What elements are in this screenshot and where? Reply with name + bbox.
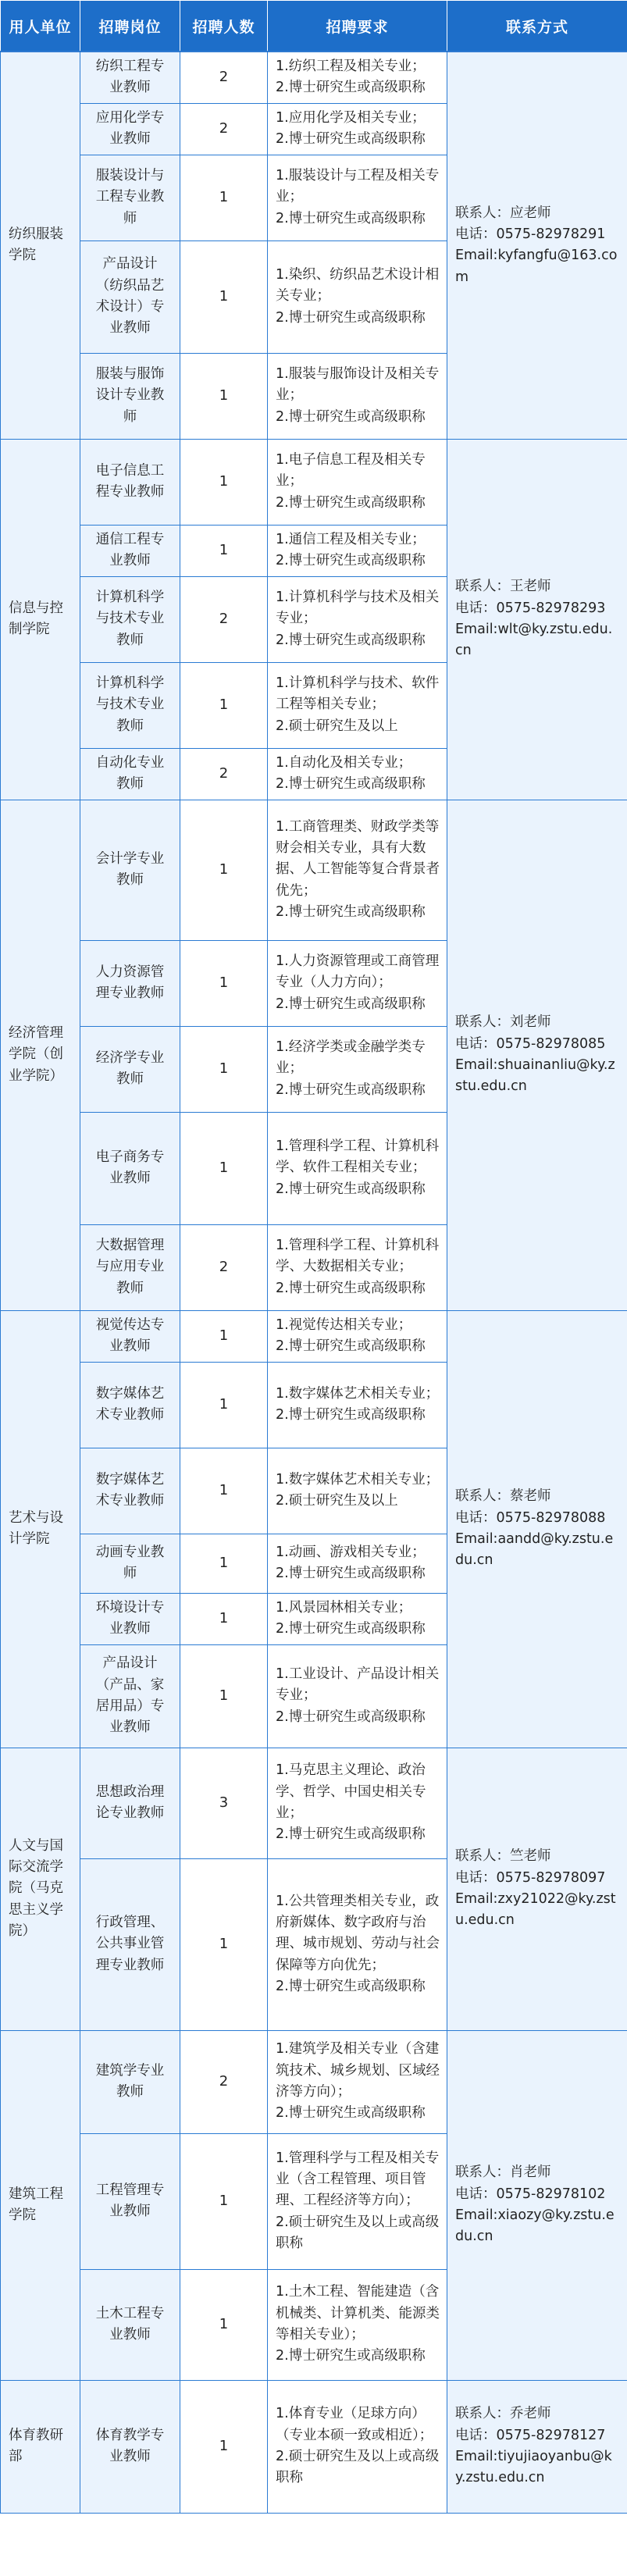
position-title: 动画专业教师 — [80, 1534, 180, 1593]
position-title: 建筑学专业教师 — [80, 2030, 180, 2133]
position-requirements — [268, 1310, 447, 1362]
requirement-line: 1.视觉传达相关专业； — [276, 1317, 412, 1333]
position-title: 计算机科学与技术专业教师 — [80, 662, 180, 748]
position-title: 电子信息工程专业教师 — [80, 439, 180, 525]
position-requirements — [268, 1748, 447, 1858]
requirement-line: 1.数字媒体艺术相关专业； — [276, 1471, 440, 1488]
position-count: 3 — [180, 1748, 268, 1858]
requirement-line: 1.数字媒体艺术相关专业； — [276, 1385, 440, 1402]
position-requirements — [268, 525, 447, 576]
contact-phone: 电话：0575-82978085 — [455, 1035, 606, 1052]
position-requirements — [268, 1448, 447, 1534]
position-requirements — [268, 940, 447, 1026]
requirement-line: 1.计算机科学与技术及相关专业； — [276, 590, 440, 627]
position-requirements — [268, 103, 447, 155]
requirement-line: 1.经济学类或金融学类专业； — [276, 1039, 426, 1077]
requirement-line: 2.博士研究生或高级职称 — [276, 309, 426, 326]
requirement-line: 1.管理科学与工程及相关专业（含工程管理、项目管理、工程经济等方向）； — [276, 2150, 440, 2209]
position-title: 计算机科学与技术专业教师 — [80, 576, 180, 662]
requirement-line: 2.博士研究生或高级职称 — [276, 553, 426, 568]
position-count: 2 — [180, 103, 268, 155]
position-count: 1 — [180, 353, 268, 439]
position-title: 数字媒体艺术专业教师 — [80, 1362, 180, 1448]
requirement-line: 2.博士研究生或高级职称 — [276, 1280, 426, 1296]
requirement-line: 1.服装与服饰设计及相关专业； — [276, 366, 440, 404]
requirement-line: 1.通信工程及相关专业； — [276, 531, 426, 547]
department-name: 人文与国际交流学院（马克思主义学院） — [1, 1748, 80, 2030]
position-title: 视觉传达专业教师 — [80, 1310, 180, 1362]
requirement-line: 2.硕士研究生及以上或高级职称 — [276, 2214, 440, 2251]
requirement-line: 2.博士研究生或高级职称 — [276, 494, 426, 511]
position-count: 1 — [180, 1534, 268, 1593]
contact-email[interactable]: Email:aandd@ky.zstu.edu.cn — [455, 1531, 614, 1569]
department-contact — [447, 439, 627, 800]
table-row — [1, 800, 627, 940]
position-title: 自动化专业教师 — [80, 748, 180, 800]
header-unit: 用人单位 — [1, 1, 80, 52]
position-requirements — [268, 1534, 447, 1593]
table-row — [1, 2380, 627, 2513]
department-name: 纺织服装学院 — [1, 52, 80, 439]
position-title: 土木工程专业教师 — [80, 2269, 180, 2380]
department-name: 信息与控制学院 — [1, 439, 80, 800]
position-requirements — [268, 155, 447, 240]
department-contact — [447, 1310, 627, 1748]
position-title: 经济学专业教师 — [80, 1026, 180, 1112]
position-requirements — [268, 1224, 447, 1310]
requirement-line: 1.应用化学及相关专业； — [276, 109, 426, 126]
header-requirements: 招聘要求 — [268, 1, 447, 52]
contact-phone: 电话：0575-82978291 — [455, 226, 606, 242]
department-name: 艺术与设计学院 — [1, 1310, 80, 1748]
header-position: 招聘岗位 — [80, 1, 180, 52]
position-count: 1 — [180, 240, 268, 353]
position-requirements — [268, 240, 447, 353]
position-title: 体育教学专业教师 — [80, 2380, 180, 2513]
position-requirements — [268, 1593, 447, 1644]
contact-email[interactable]: Email:zxy21022@ky.zstu.edu.cn — [455, 1891, 616, 1929]
requirement-line: 1.风景园林相关专业； — [276, 1599, 412, 1616]
position-count: 1 — [180, 525, 268, 576]
requirement-line: 2.博士研究生或高级职称 — [276, 1826, 426, 1843]
department-contact — [447, 2380, 627, 2513]
position-count: 1 — [180, 940, 268, 1026]
requirement-line: 1.工业设计、产品设计相关专业； — [276, 1666, 440, 1704]
contact-phone: 电话：0575-82978097 — [455, 1869, 606, 1886]
requirement-line: 2.博士研究生或高级职称 — [276, 996, 426, 1012]
contact-phone: 电话：0575-82978293 — [455, 600, 606, 616]
requirement-line: 2.博士研究生或高级职称 — [276, 1621, 426, 1637]
position-requirements — [268, 2030, 447, 2133]
position-requirements — [268, 353, 447, 439]
requirement-line: 1.管理科学工程、计算机科学、大数据相关专业； — [276, 1238, 440, 1275]
position-title: 服装设计与工程专业教师 — [80, 155, 180, 240]
requirement-line: 2.博士研究生或高级职称 — [276, 1081, 426, 1098]
requirement-line: 2.博士研究生或高级职称 — [276, 210, 426, 226]
requirement-line: 2.博士研究生或高级职称 — [276, 131, 426, 147]
position-count: 1 — [180, 1858, 268, 2030]
requirement-line: 1.建筑学及相关专业（含建筑技术、城乡规划、区域经济等方向）； — [276, 2041, 440, 2100]
position-title: 工程管理专业教师 — [80, 2133, 180, 2269]
requirement-line: 1.电子信息工程及相关专业； — [276, 452, 426, 490]
position-count: 2 — [180, 2030, 268, 2133]
position-count: 1 — [180, 2269, 268, 2380]
department-name: 经济管理学院（创业学院） — [1, 800, 80, 1310]
contact-email[interactable]: Email:xiaozy@ky.zstu.edu.cn — [455, 2207, 615, 2245]
requirement-line: 1.计算机科学与技术、软件工程等相关专业； — [276, 675, 440, 713]
requirement-line: 2.博士研究生或高级职称 — [276, 903, 426, 920]
position-requirements — [268, 800, 447, 940]
position-count: 1 — [180, 155, 268, 240]
contact-email[interactable]: Email:wlt@ky.zstu.edu.cn — [455, 622, 613, 659]
position-title: 环境设计专业教师 — [80, 1593, 180, 1644]
position-title: 思想政治理论专业教师 — [80, 1748, 180, 1858]
position-count: 1 — [180, 800, 268, 940]
contact-phone: 电话：0575-82978088 — [455, 1509, 606, 1526]
position-title: 服装与服饰设计专业教师 — [80, 353, 180, 439]
position-requirements — [268, 2133, 447, 2269]
position-title: 大数据管理与应用专业教师 — [80, 1224, 180, 1310]
position-title: 电子商务专业教师 — [80, 1112, 180, 1224]
requirement-line: 1.体育专业（足球方向）（专业本硕一致或相近）； — [276, 2406, 433, 2443]
department-contact — [447, 52, 627, 439]
position-requirements — [268, 662, 447, 748]
requirement-line: 2.博士研究生或高级职称 — [276, 1708, 426, 1725]
position-title: 会计学专业教师 — [80, 800, 180, 940]
position-title: 产品设计（纺织品艺术设计）专业教师 — [80, 240, 180, 353]
contact-email[interactable]: Email:shuainanliu@ky.zstu.edu.cn — [455, 1057, 615, 1095]
position-requirements — [268, 1362, 447, 1448]
requirement-line: 2.博士研究生或高级职称 — [276, 2105, 426, 2122]
position-count: 1 — [180, 1026, 268, 1112]
position-count: 1 — [180, 2380, 268, 2513]
position-count: 2 — [180, 52, 268, 103]
requirement-line: 2.硕士研究生及以上 — [276, 718, 398, 734]
requirement-line: 2.博士研究生或高级职称 — [276, 776, 426, 792]
requirement-line: 2.博士研究生或高级职称 — [276, 1407, 426, 1423]
position-requirements — [268, 1644, 447, 1748]
table-row — [1, 439, 627, 525]
position-count: 1 — [180, 662, 268, 748]
department-contact — [447, 800, 627, 1310]
position-count: 1 — [180, 1362, 268, 1448]
header-count: 招聘人数 — [180, 1, 268, 52]
table-row — [1, 1310, 627, 1362]
position-requirements — [268, 1858, 447, 2030]
requirement-line: 2.硕士研究生及以上 — [276, 1493, 398, 1509]
position-count: 2 — [180, 1224, 268, 1310]
contact-person: 联系人：竺老师 — [455, 1848, 551, 1865]
requirement-line: 2.博士研究生或高级职称 — [276, 1978, 426, 1994]
position-requirements — [268, 748, 447, 800]
position-count: 1 — [180, 1448, 268, 1534]
department-name: 体育教研部 — [1, 2380, 80, 2513]
requirement-line: 1.管理科学工程、计算机科学、软件工程相关专业； — [276, 1138, 440, 1176]
requirement-line: 1.土木工程、智能建造（含机械类、计算机类、能源类等相关专业）； — [276, 2284, 440, 2343]
contact-email[interactable]: Email:kyfangfu@163.com — [455, 248, 618, 285]
contact-person: 联系人：刘老师 — [455, 1014, 551, 1031]
position-requirements — [268, 1026, 447, 1112]
position-count: 1 — [180, 1112, 268, 1224]
requirement-line: 2.博士研究生或高级职称 — [276, 632, 426, 648]
position-requirements — [268, 439, 447, 525]
requirement-line: 1.纺织工程及相关专业； — [276, 58, 426, 74]
requirement-line: 2.博士研究生或高级职称 — [276, 408, 426, 425]
position-title: 人力资源管理专业教师 — [80, 940, 180, 1026]
requirement-line: 2.博士研究生或高级职称 — [276, 1566, 426, 1581]
position-count: 1 — [180, 1593, 268, 1644]
position-requirements — [268, 2269, 447, 2380]
department-name: 建筑工程学院 — [1, 2030, 80, 2380]
requirement-line: 1.公共管理类相关专业，政府新媒体、数字政府与治理、城市规划、劳动与社会保障等方向优先； — [276, 1893, 440, 1973]
requirement-line: 1.人力资源管理或工商管理专业（人力方向）； — [276, 953, 440, 991]
position-title: 应用化学专业教师 — [80, 103, 180, 155]
contact-phone: 电话：0575-82978102 — [455, 2186, 606, 2202]
position-title: 通信工程专业教师 — [80, 525, 180, 576]
position-count: 1 — [180, 1644, 268, 1748]
table-header-row — [1, 1, 627, 52]
requirement-line: 2.博士研究生或高级职称 — [276, 1181, 426, 1197]
table-row — [1, 52, 627, 103]
requirement-line: 2.硕士研究生及以上或高级职称 — [276, 2449, 440, 2486]
requirement-line: 1.染织、纺织品艺术设计相关专业； — [276, 267, 440, 305]
requirement-line: 1.工商管理类、财政学类等财会相关专业，具有大数据、人工智能等复合背景者优先； — [276, 818, 440, 899]
position-requirements — [268, 52, 447, 103]
department-contact — [447, 2030, 627, 2380]
requirement-line: 1.马克思主义理论、政治学、哲学、中国史相关专业； — [276, 1762, 426, 1821]
table-row — [1, 1748, 627, 1858]
position-title: 数字媒体艺术专业教师 — [80, 1448, 180, 1534]
position-requirements — [268, 1112, 447, 1224]
contact-email[interactable]: Email:tiyujiaoyanbu@ky.zstu.edu.cn — [455, 2449, 612, 2486]
table-body — [1, 52, 627, 2513]
position-requirements — [268, 576, 447, 662]
position-count: 1 — [180, 2133, 268, 2269]
position-count: 1 — [180, 1310, 268, 1362]
contact-person: 联系人：肖老师 — [455, 2164, 551, 2181]
position-title: 行政管理、公共事业管理专业教师 — [80, 1858, 180, 2030]
contact-person: 联系人：蔡老师 — [455, 1488, 551, 1505]
requirement-line: 1.动画、游戏相关专业； — [276, 1544, 426, 1560]
position-count: 2 — [180, 576, 268, 662]
contact-person: 联系人：王老师 — [455, 579, 551, 595]
department-contact — [447, 1748, 627, 2030]
position-count: 2 — [180, 748, 268, 800]
position-requirements — [268, 2380, 447, 2513]
position-title: 产品设计（产品、家居用品）专业教师 — [80, 1644, 180, 1748]
contact-phone: 电话：0575-82978127 — [455, 2427, 606, 2443]
contact-person: 联系人：乔老师 — [455, 2406, 551, 2422]
position-title: 纺织工程专业教师 — [80, 52, 180, 103]
requirement-line: 2.博士研究生或高级职称 — [276, 2348, 426, 2364]
header-contact: 联系方式 — [447, 1, 627, 52]
requirement-line: 2.博士研究生或高级职称 — [276, 80, 426, 96]
contact-person: 联系人：应老师 — [455, 205, 551, 221]
table-row — [1, 2030, 627, 2133]
position-count: 1 — [180, 439, 268, 525]
requirement-line: 1.自动化及相关专业； — [276, 754, 412, 771]
requirement-line: 2.博士研究生或高级职称 — [276, 1338, 426, 1354]
requirement-line: 1.服装设计与工程及相关专业； — [276, 168, 440, 205]
